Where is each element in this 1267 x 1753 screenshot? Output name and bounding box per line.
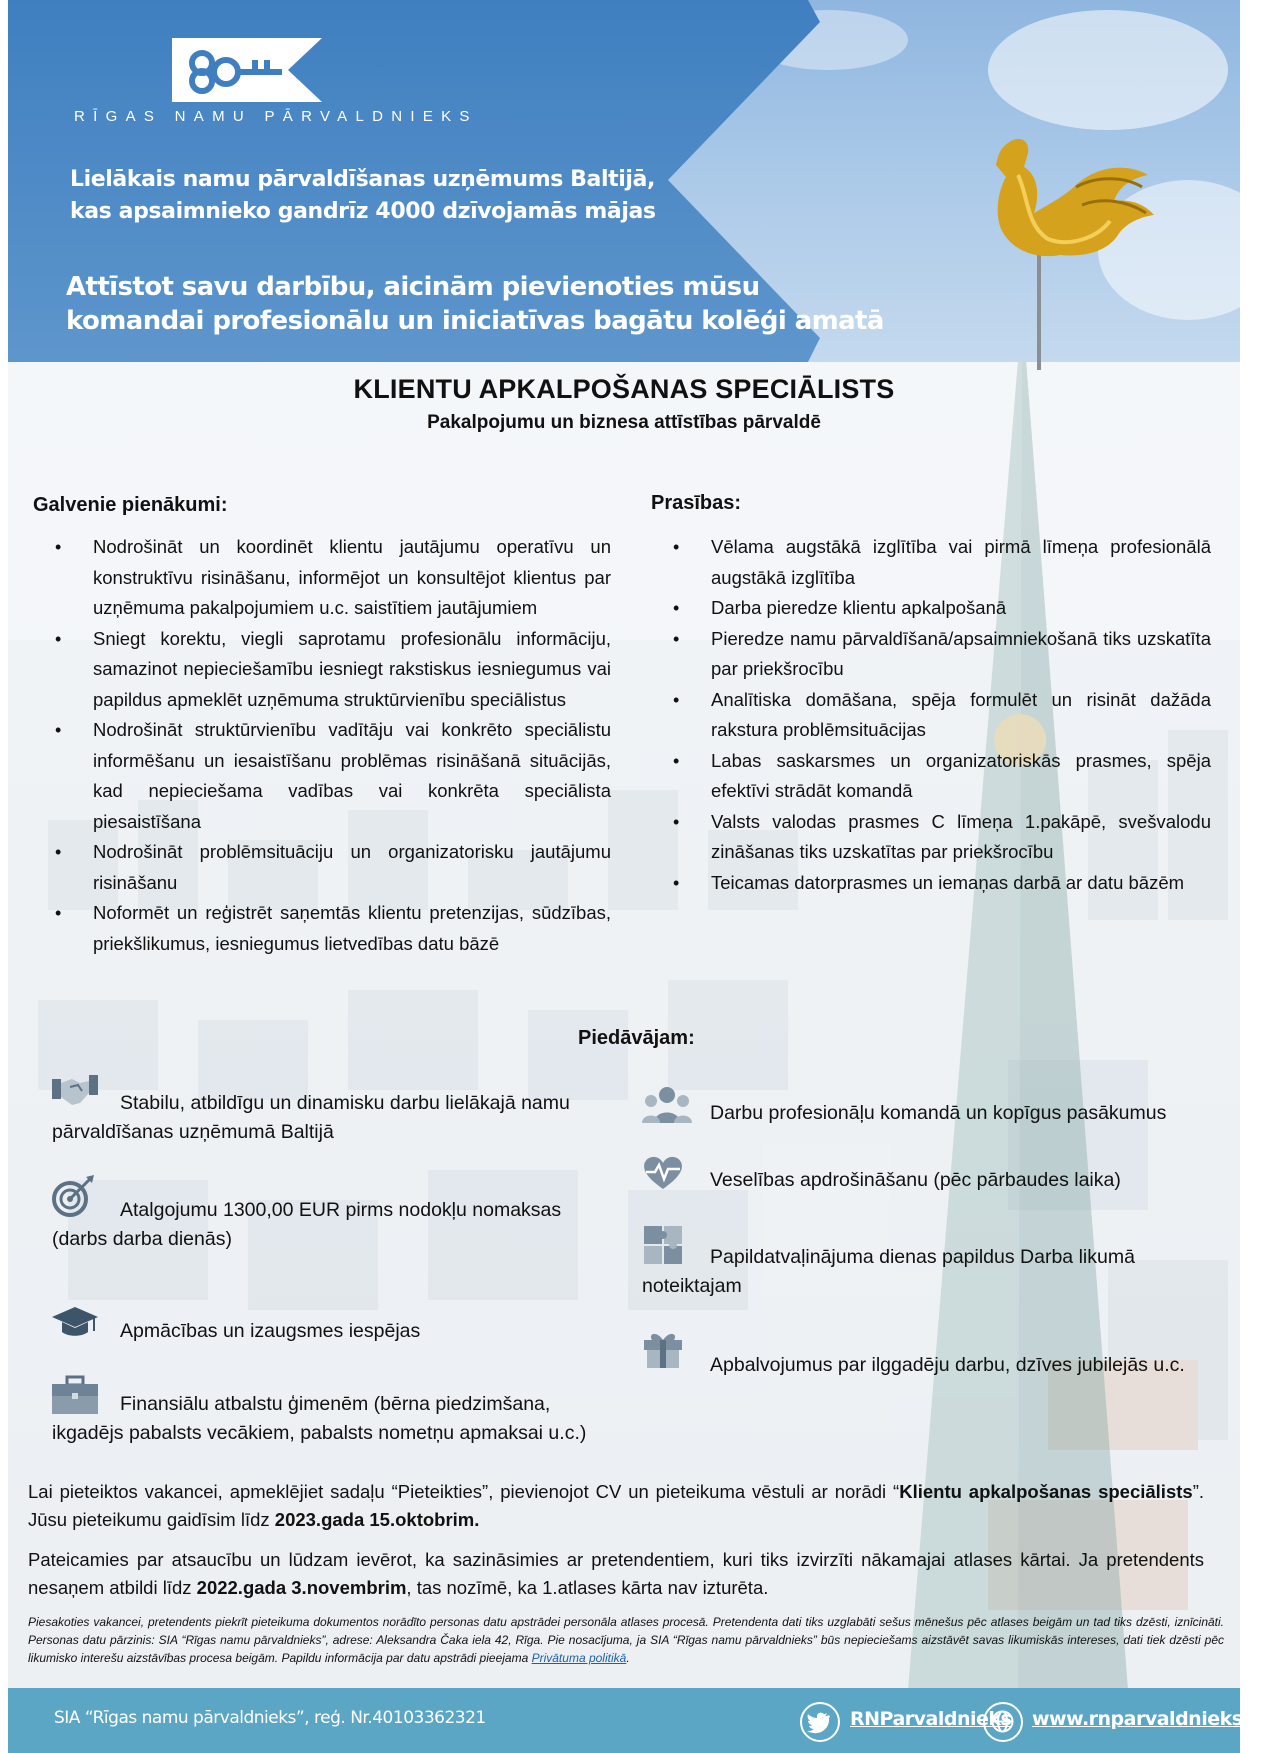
position-name: Klientu apkalpošanas speciālists — [899, 1481, 1193, 1502]
twitter-handle-link[interactable]: RNParvaldnieks — [850, 1708, 1012, 1730]
duty-item: • Noformēt un reģistrēt saņemtās klientu pretenzijas, sūdzības, priekšlikumus, iesniegumus lietvedības datu bāzē — [33, 898, 611, 959]
website-link[interactable]: www.rnparvaldnieks.lv — [1032, 1708, 1267, 1730]
duty-item: • Sniegt korektu, viegli saprotamu profesionālu informāciju, samazinot nepieciešamību iesniegt rakstiskus iesniegumus vai papildus apmeklēt uzņēmuma struktūrvienību speciālistus — [33, 624, 611, 716]
company-tagline: Lielākais namu pārvaldīšanas uzņēmums Baltijā, kas apsaimnieko gandrīz 4000 dzīvojamās mājas — [70, 167, 656, 224]
offer-text: Apbalvojumus par ilggadēju darbu, dzīves jubilejās u.c. — [710, 1354, 1185, 1376]
header-banner — [8, 0, 1240, 362]
duties-list — [33, 532, 611, 959]
apply-instructions: Lai pieteiktos vakancei, apmeklējiet sadaļu “Pieteikties”, pievienojot CV un pieteikuma vēstuli ar norādi “Klientu apkalpošanas speciālists”. Jūsu pieteikumu gaidīsim līdz 2023.gada 15.oktobrim. — [28, 1481, 1204, 1530]
offer-text: Stabilu, atbildīgu un dinamisku darbu lielākajā namu — [120, 1092, 570, 1114]
requirements-heading: Prasības: — [651, 492, 742, 514]
duty-item: • Nodrošināt problēmsituāciju un organizatorisku jautājumu risināšanu — [33, 837, 611, 898]
requirements-list — [651, 532, 1211, 898]
requirement-item: • Analītiska domāšana, spēja formulēt un risināt dažāda rakstura problēmsituācijas — [651, 685, 1211, 746]
offer-text: Atalgojumu 1300,00 EUR pirms nodokļu nomaksas — [120, 1199, 562, 1221]
privacy-notice: Piesakoties vakancei, pretendents piekrīt pieteikuma dokumentos norādīto personas datu apstrādei personāla atlases procesā. Pretendenta dati tiks uzglabāti sešus mēnešus pēc atlases beigām un tad tiks dzēsti, iznīcināti. Personas datu pārzinis: SIA “Rīgas namu pārvaldnieks”, adrese: Aleksandra Čaka iela 42, Rīga. Pie nosacījuma, ja SIA “Rīgas namu pārvaldnieks” būs nepieciešams aizstāvēt savas likumiskās intereses, dati tiek dzēsti pēc likumisko interešu aizstāvības procesa beigām. Papildu informācija par datu apstrādi pieejama Privātuma politikā. — [28, 1615, 1224, 1665]
offer-text: pārvaldīšanas uzņēmumā Baltijā — [52, 1121, 334, 1143]
requirement-item: • Pieredze namu pārvaldīšanā/apsaimniekošanā tiks uzskatīta par priekšrocību — [651, 624, 1211, 685]
requirement-item: • Labas saskarsmes un organizatoriskās prasmes, spēja efektīvi strādāt komandā — [651, 746, 1211, 807]
invitation-text: Attīstot savu darbību, aicinām pievienoties mūsu komandai profesionālu un iniciatīvas bagātu kolēģi amatā — [66, 272, 884, 336]
offer-text: Darbu profesionāļu komandā un kopīgus pasākumus — [710, 1102, 1167, 1124]
selection-notice: Pateicamies par atsaucību un lūdzam ievērot, ka sazināsimies ar pretendentiem, kuri tiks izvirzīti nākamajai atlases kārtai. Ja pretendents nesaņem atbildi līdz 2022.gada 3.novembrim, tas nozīmē, ka 1.atlases kārta nav izturēta. — [28, 1549, 1204, 1598]
reply-date: 2022.gada 3.novembrim — [196, 1577, 407, 1598]
requirement-item: • Vēlama augstākā izglītība vai pirmā līmeņa profesionālā augstākā izglītība — [651, 532, 1211, 593]
team-icon — [642, 1085, 692, 1123]
golden-rooster-image — [978, 135, 1158, 370]
offer-text: Finansiālu atbalstu ģimenēm (bērna piedzimšana, — [120, 1393, 551, 1415]
company-registration: SIA “Rīgas namu pārvaldnieks”, reģ. Nr.40103362321 — [54, 1708, 486, 1728]
offer-text: noteiktajam — [642, 1275, 742, 1297]
gift-icon — [642, 1328, 684, 1370]
deadline-date: 2023.gada 15.oktobrim. — [274, 1509, 480, 1530]
requirement-item: • Darba pieredze klientu apkalpošanā — [651, 593, 1211, 624]
job-title: KLIENTU APKALPOŠANAS SPECIĀLISTS — [353, 374, 895, 404]
job-department: Pakalpojumu un biznesa attīstības pārvaldē — [427, 412, 821, 433]
heart-pulse-icon — [642, 1155, 684, 1191]
twitter-icon[interactable] — [800, 1702, 840, 1742]
requirement-item: • Valsts valodas prasmes C līmeņa 1.pakāpē, svešvalodu zināšanas tiks uzskatītas par priekšrocību — [651, 807, 1211, 868]
logo-wordmark: RĪGAS NAMU PĀRVALDNIEKS — [74, 108, 478, 125]
offers-heading: Piedāvājam: — [578, 1027, 695, 1049]
duties-heading: Galvenie pienākumi: — [33, 494, 228, 516]
requirement-item: • Teicamas datorprasmes un iemaņas darbā ar datu bāzēm — [651, 868, 1211, 899]
job-ad-page — [8, 0, 1267, 1753]
key-logo — [172, 38, 322, 102]
offer-text: Apmācības un izaugsmes iespējas — [120, 1320, 421, 1342]
offer-text: Papildatvaļinājuma dienas papildus Darba likumā — [710, 1246, 1135, 1268]
privacy-policy-link[interactable]: Privātuma politikā — [531, 1651, 627, 1665]
offer-text: Veselības apdrošināšanu (pēc pārbaudes laika) — [710, 1169, 1121, 1191]
globe-icon[interactable] — [983, 1702, 1023, 1742]
offer-text: ikgadējs pabalsts vecākiem, pabalsts nometņu apmaksai u.c.) — [52, 1422, 587, 1444]
footer-bar — [8, 1688, 1267, 1753]
duty-item: • Nodrošināt un koordinēt klientu jautājumu operatīvu un konstruktīvu risināšanu, informējot un konsultējot klientus par uzņēmuma pakalpojumiem u.c. saistītiem jautājumiem — [33, 532, 611, 624]
offer-text: (darbs darba dienās) — [52, 1228, 232, 1250]
duty-item: • Nodrošināt struktūrvienību vadītāju vai konkrēto speciālistu informēšanu un iesaistīšanu problēmas risināšanā situācijās, kad nepieciešama vadības vai konkrēta speciālista piesaistīšana — [33, 715, 611, 837]
